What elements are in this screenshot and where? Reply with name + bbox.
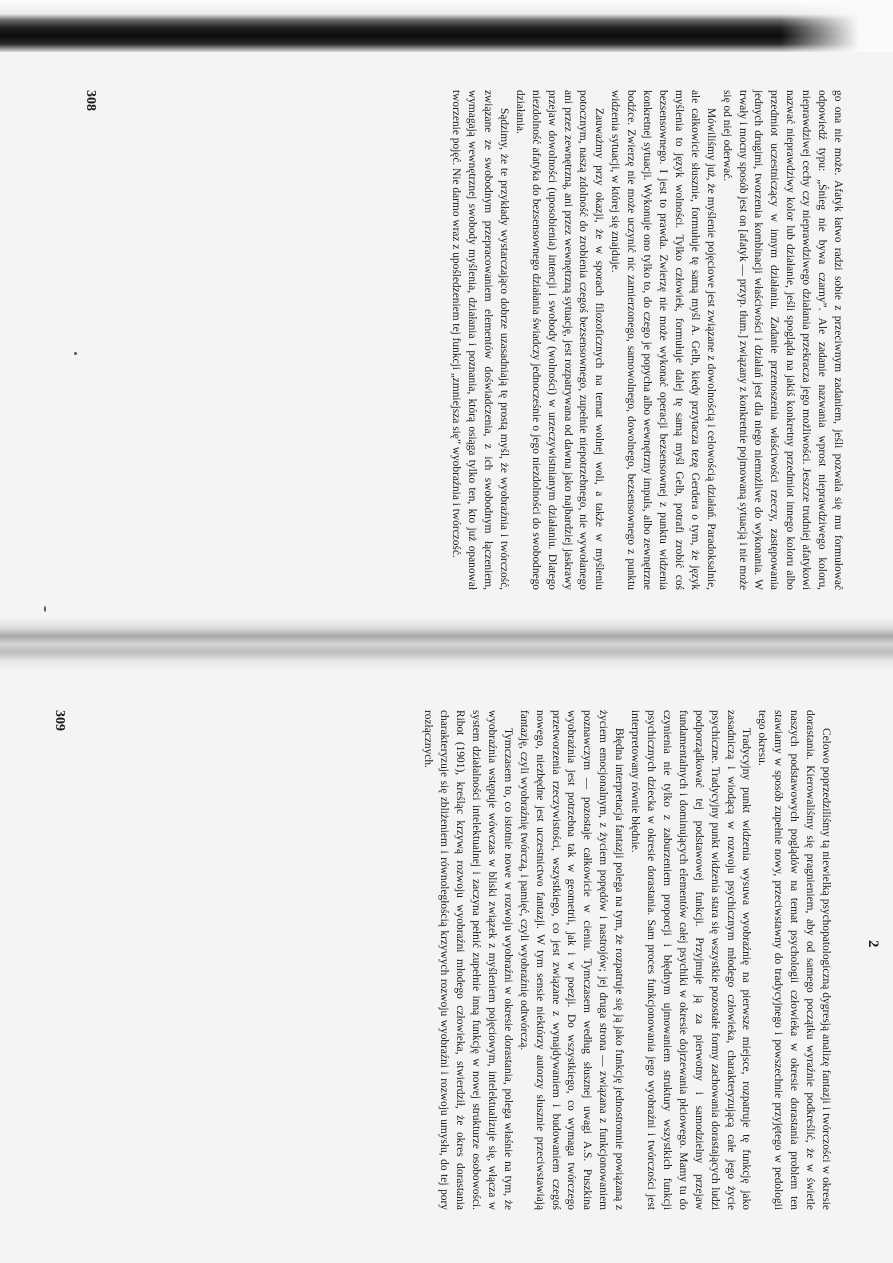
paragraph: Tymczasem to, co istotnie nowe w rozwoju wyobraźni w okresie dorastania, polega właśnie na tym, że wyobraźnia wstępuje wówczas w bliski związek z myśleniem pojęciowym, intelektualizuje się, włącza w system działalności intelektualnej i zaczyna pełnić zupełnie inną funkcję w nowej strukturze osobowości. Ribot (1901), kreśląc krzywą rozwoju wyobraźni młodego człowieka, stwierdził, że okres dorastania charakteryzuje się zbliżeniem i równoległością krzywych rozwoju wyobraźni i rozwoju umysłu, do tej pory rozłącznych. <box>422 710 514 1210</box>
paragraph: Celowo poprzedziliśmy tą niewielką psychopatologiczną dygresją analizę fantazji i twórczości w okresie dorastania. Kierowaliśmy się pragnieniem, aby od samego początku wyraźnie podkreślić, że w świetle naszych podstawowych poglądów na temat psychologii człowieka w okresie dorastania problem ten stawiamy w sposób zupełnie nowy, przeciwstawny do tradycyjnego i powszechnie przyjętego w pedologii tego okresu. <box>756 710 832 1210</box>
paragraph: Błędna interpretacja fantazji polega na tym, że rozpatruje się ją jako funkcję jednostronnie powiązaną z życiem emocjonalnym, z życiem popędów i nastrojów; jej druga strona — związana z funkcjonowaniem poznawczym — pozostaje całkowicie w cieniu. Tymczasem według słusznej uwagi A.S. Puszkina wyobraźnia jest potrzebna tak w geometrii, jak i w poezji. Do wszystkiego, co wymaga twórczego przetworzenia rzeczywistości, wszystkiego, co jest związane z wynajdywaniem i budowaniem czegoś nowego, niezbędne jest uczestnictwo fantazji. W tym sensie niektórzy autorzy słusznie przeciwstawiają fantazję, czyli wyobraźnię twórczą, i pamięć, czyli wyobraźnię odtwórczą. <box>517 710 626 1210</box>
section-number: 2 <box>865 940 881 948</box>
paragraph: Tradycyjny punkt widzenia wysuwa wyobraźnię na pierwsze miejsce, rozpatruje tę funkcję jako zasadniczą i wiodącą w rozwoju psychicznym młodego człowieka, charakteryzującą całe jego życie psychiczne. Tradycyjny punkt widzenia stara się wszystkie pozostałe formy zachowania dorastających ludzi podporządkować tej podstawowej funkcji. Przyjmuje ją za pierwotny i samodzielny przejaw fundamentalnych i dominujących elementów całej psychiki w okresie dojrzewania płciowego. Mamy tu do czynienia nie tylko z zaburzeniem proporcji i błędnym ujmowaniem struktury wszystkich funkcji psychicznych dziecka w okresie dorastania. Sam proces funkcjonowania jego wyobraźni i twórczości jest interpretowany równie błędnie. <box>629 710 753 1210</box>
left-page-text <box>447 90 845 590</box>
scan-fade <box>780 0 893 52</box>
page-number: 308 <box>83 90 98 111</box>
right-page <box>0 700 893 1240</box>
book-spine-shadow <box>0 618 893 670</box>
right-page-text <box>419 710 833 1210</box>
paragraph: Mówiliśmy już, że myślenie pojęciowe jest związane z dowolnością i celowością działań. Paradoksalnie, ale całkowicie słusznie, formułuje tę samą myśl A. Gelb, kiedy przytacza tezę Gerdera o tym, że język myślenia to język wolności. Tylko człowiek, formułuje dalej tę samą myśl Gelb, potrafi zrobić coś bezsensownego. I jest to prawda. Zwierzę nie może wykonać operacji bezsensownej z punktu widzenia konkretnej sytuacji. Wykonuje ono tylko to, do czego je popycha albo wewnętrzny impuls, albo zewnętrzne bodźce. Zwierzę nie może uczynić nic zamierzonego, samowolnego, dowolnego, bezsensownego z punktu widzenia sytuacji, w której się znajduje. <box>609 90 717 590</box>
scan-shadow-top <box>0 0 893 52</box>
paragraph: Sądzimy, że te przykłady wystarczająco dobrze uzasadniają tę prostą myśl, że wyobraźnia i twórczość, związane ze swobodnym przepracowaniem elementów doświadczenia, z ich swobodnym łączeniem, wymagają wewnętrznej swobody myślenia, działania i poznania, którą osiąga tylko ten, kto już opanował tworzenie pojęć. Nie darmo wraz z upośledzeniem tej funkcji „zmniejsza się” wyobraźnia i twórczość. <box>450 90 510 590</box>
paragraph: Zauważmy przy okazji, że w sporach filozoficznych na temat wolnej woli, a także w myśleniu potocznym, naszą zdolność do zrobienia czegoś bezsensownego, zupełnie niepotrzebnego, nie wywołanego ani przez zewnętrzną, ani przez wewnętrzną sytuację, jest rozpatrywana od dawna jako najbardziej jaskrawy przejaw dowolności (uposobienia) intencji i swobody (wolności) w urzeczywistnianym działaniu. Dlatego niezdolność afatyka do bezsensownego działania świadczy jednocześnie o jego niezdolności do swobodnego działania. <box>513 90 606 590</box>
page-number: 309 <box>52 710 67 731</box>
left-page <box>0 80 893 620</box>
paragraph: go ona nie może. Afatyk łatwo radzi sobie z przeciwnym zadaniem, jeśli pozwala się mu formułować odpowiedź typu: „Śnieg nie bywa czarny”. Ale zadanie nazwania wprost nieprawdziwego koloru, nieprawdziwej cechy czy nieprawdziwego działania przekracza jego możliwości. Jeszcze trudniej afatykowi nazwać nieprawdziwy kolor lub działanie, jeśli spogląda na jakiś konkretny przedmiot innego koloru albo przedmiot uczestniczący w innym działaniu. Zadanie przenoszenia właściwości rzeczy, zastępowania jednych drugimi, tworzenia kombinacji właściwości i działań jest dla niego niemożliwe do wykonania. W trwały i mocny sposób jest on [afatyk — przyp. tłum.] związany z konkretnie pojmowaną sytuacją i nie może się od niej oderwać. <box>720 90 844 590</box>
